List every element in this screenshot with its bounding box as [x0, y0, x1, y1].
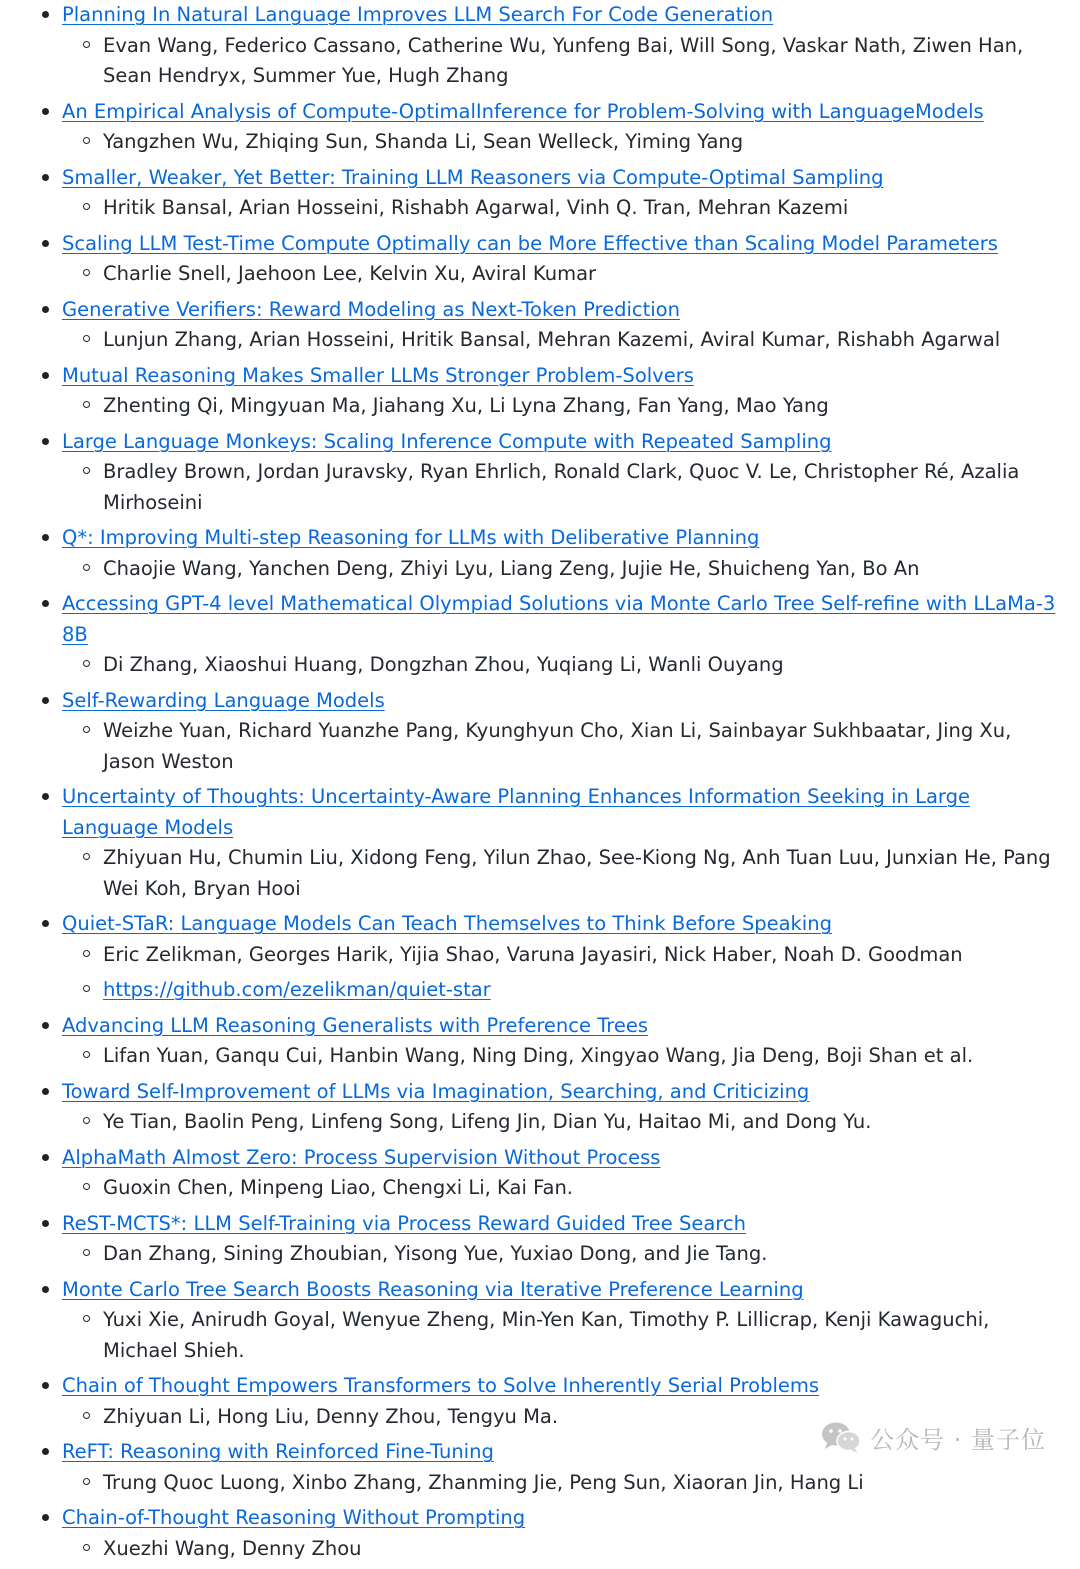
bullet-icon: [42, 372, 49, 379]
paper-authors: [62, 554, 1064, 585]
paper-item: [0, 427, 1080, 524]
bullet-icon: [42, 1022, 49, 1029]
paper-details: [62, 1173, 1064, 1204]
paper-details: [62, 1534, 1064, 1565]
paper-title-link[interactable]: Monte Carlo Tree Search Boosts Reasoning via Iterative Preference Learning: [62, 1277, 804, 1301]
circle-bullet-icon: [83, 1412, 90, 1419]
paper-details: [62, 716, 1064, 777]
authors-text: Eric Zelikman, Georges Harik, Yijia Shao, Varuna Jayasiri, Nick Haber, Noah D. Goodman: [103, 942, 963, 966]
paper-details: [62, 1107, 1064, 1138]
bullet-icon: [42, 438, 49, 445]
authors-text: Hritik Bansal, Arian Hosseini, Rishabh Agarwal, Vinh Q. Tran, Mehran Kazemi: [103, 196, 849, 219]
paper-authors: [62, 457, 1064, 518]
authors-text: Lunjun Zhang, Arian Hosseini, Hritik Bansal, Mehran Kazemi, Aviral Kumar, Rishabh Agarwal: [103, 328, 1001, 351]
authors-text: Xuezhi Wang, Denny Zhou: [103, 1536, 362, 1560]
paper-item: [0, 97, 1080, 163]
paper-authors: [62, 650, 1064, 681]
authors-text: Charlie Snell, Jaehoon Lee, Kelvin Xu, Aviral Kumar: [103, 262, 597, 285]
paper-item: [0, 1077, 1080, 1143]
paper-item: [0, 523, 1080, 589]
paper-title-link[interactable]: Accessing GPT-4 level Mathematical Olympiad Solutions via Monte Carlo Tree Self-refine with LLaMa-3 8B: [62, 592, 1056, 646]
authors-text: Yuxi Xie, Anirudh Goyal, Wenyue Zheng, Min-Yen Kan, Timothy P. Lillicrap, Kenji Kawaguchi, Michael Shieh.: [103, 1308, 990, 1362]
circle-bullet-icon: [83, 985, 90, 992]
bullet-icon: [42, 1088, 49, 1095]
authors-text: Yangzhen Wu, Zhiqing Sun, Shanda Li, Sean Welleck, Yiming Yang: [103, 130, 744, 153]
paper-details: [62, 843, 1064, 904]
paper-details: [62, 193, 1064, 224]
paper-authors: [62, 193, 1064, 224]
authors-text: Zhiyuan Hu, Chumin Liu, Xidong Feng, Yilun Zhao, See-Kiong Ng, Anh Tuan Luu, Junxian He, Pang Wei Koh, Bryan Hooi: [103, 846, 1051, 900]
circle-bullet-icon: [83, 1315, 90, 1322]
paper-authors: [62, 325, 1064, 356]
paper-item: [0, 686, 1080, 783]
bullet-icon: [42, 793, 49, 800]
paper-item: [0, 782, 1080, 909]
bullet-icon: [42, 1286, 49, 1293]
circle-bullet-icon: [83, 269, 90, 276]
paper-item: [0, 589, 1080, 686]
bullet-icon: [42, 306, 49, 313]
authors-text: Chaojie Wang, Yanchen Deng, Zhiyi Lyu, Liang Zeng, Jujie He, Shuicheng Yan, Bo An: [103, 556, 920, 580]
paper-authors: [62, 1041, 1064, 1072]
paper-authors: [62, 391, 1064, 422]
bullet-icon: [42, 920, 49, 927]
paper-authors: [62, 843, 1064, 904]
circle-bullet-icon: [83, 1183, 90, 1190]
paper-title-link[interactable]: Uncertainty of Thoughts: Uncertainty-Aware Planning Enhances Information Seeking in Large Language Models: [62, 785, 970, 839]
circle-bullet-icon: [83, 1478, 90, 1485]
paper-authors: [62, 1305, 1064, 1366]
circle-bullet-icon: [83, 660, 90, 667]
paper-details: [62, 940, 1064, 1006]
authors-text: Ye Tian, Baolin Peng, Linfeng Song, Lifeng Jin, Dian Yu, Haitao Mi, and Dong Yu.: [103, 1110, 872, 1133]
bullet-icon: [42, 697, 49, 704]
paper-item: [0, 229, 1080, 295]
authors-text: Evan Wang, Federico Cassano, Catherine Wu, Yunfeng Bai, Will Song, Vaskar Nath, Ziwen Han, Sean Hendryx, Summer Yue, Hugh Zhang: [103, 33, 1024, 87]
paper-details: [62, 127, 1064, 158]
authors-text: Lifan Yuan, Ganqu Cui, Hanbin Wang, Ning Ding, Xingyao Wang, Jia Deng, Boji Shan et al.: [103, 1044, 974, 1067]
paper-item: [0, 1143, 1080, 1209]
repo-link[interactable]: https://github.com/ezelikman/quiet-star: [103, 978, 491, 1001]
authors-text: Guoxin Chen, Minpeng Liao, Chengxi Li, Kai Fan.: [103, 1176, 573, 1199]
circle-bullet-icon: [83, 1051, 90, 1058]
authors-text: Weizhe Yuan, Richard Yuanzhe Pang, Kyunghyun Cho, Xian Li, Sainbayar Sukhbaatar, Jing Xu, Jason Weston: [103, 719, 1012, 773]
bullet-icon: [42, 240, 49, 247]
circle-bullet-icon: [83, 401, 90, 408]
bullet-icon: [42, 1448, 49, 1455]
paper-details: [62, 554, 1064, 585]
paper-title-link[interactable]: Mutual Reasoning Makes Smaller LLMs Stronger Problem-Solvers: [62, 363, 694, 387]
circle-bullet-icon: [83, 41, 90, 48]
paper-authors: [62, 1468, 1064, 1499]
paper-title-link[interactable]: Q*: Improving Multi-step Reasoning for LLMs with Deliberative Planning: [62, 526, 760, 549]
bullet-icon: [42, 1154, 49, 1161]
paper-authors: [62, 1173, 1064, 1204]
paper-item: [0, 295, 1080, 361]
paper-details: [62, 1041, 1064, 1072]
paper-details: [62, 650, 1064, 681]
paper-title-link[interactable]: Planning In Natural Language Improves LLM Search For Code Generation: [62, 3, 774, 26]
paper-authors: [62, 259, 1064, 290]
paper-details: [62, 1305, 1064, 1366]
circle-bullet-icon: [83, 950, 90, 957]
paper-item: [0, 361, 1080, 427]
bullet-icon: [42, 534, 49, 541]
authors-text: Di Zhang, Xiaoshui Huang, Dongzhan Zhou, Yuqiang Li, Wanli Ouyang: [103, 653, 784, 676]
paper-authors: [62, 127, 1064, 158]
wechat-icon: [820, 1420, 862, 1454]
circle-bullet-icon: [83, 203, 90, 210]
circle-bullet-icon: [83, 1249, 90, 1256]
authors-text: Zhiyuan Li, Hong Liu, Denny Zhou, Tengyu Ma.: [103, 1404, 559, 1428]
paper-title-link[interactable]: An Empirical Analysis of Compute-OptimalInference for Problem-Solving with LanguageModels: [62, 99, 984, 123]
paper-item: [0, 1011, 1080, 1077]
paper-title-link[interactable]: Self-Rewarding Language Models: [62, 688, 385, 712]
paper-title-link[interactable]: ReST-MCTS*: LLM Self-Training via Process Reward Guided Tree Search: [62, 1211, 746, 1235]
bullet-icon: [42, 174, 49, 181]
authors-text: Trung Quoc Luong, Xinbo Zhang, Zhanming Jie, Peng Sun, Xiaoran Jin, Hang Li: [103, 1470, 864, 1494]
paper-title-link[interactable]: ReFT: Reasoning with Reinforced Fine-Tuning: [62, 1440, 494, 1463]
bullet-icon: [42, 600, 49, 607]
bullet-icon: [42, 1220, 49, 1227]
circle-bullet-icon: [83, 1544, 90, 1551]
circle-bullet-icon: [83, 853, 90, 860]
paper-item: [0, 1503, 1080, 1569]
paper-title-link[interactable]: AlphaMath Almost Zero: Process Supervision Without Process: [62, 1145, 661, 1169]
bullet-icon: [42, 1514, 49, 1521]
paper-item: [0, 1209, 1080, 1275]
paper-item: [0, 163, 1080, 229]
circle-bullet-icon: [83, 726, 90, 733]
authors-text: Dan Zhang, Sining Zhoubian, Yisong Yue, Yuxiao Dong, and Jie Tang.: [103, 1242, 768, 1265]
paper-details: [62, 259, 1064, 290]
paper-details: [62, 31, 1064, 92]
paper-title-link[interactable]: Scaling LLM Test-Time Compute Optimally can be More Effective than Scaling Model Parameters: [62, 231, 998, 255]
paper-title-link[interactable]: Large Language Monkeys: Scaling Inference Compute with Repeated Sampling: [62, 429, 832, 453]
paper-repo: [62, 975, 1064, 1006]
circle-bullet-icon: [83, 564, 90, 571]
paper-details: [62, 325, 1064, 356]
paper-details: [62, 1239, 1064, 1270]
paper-title-link[interactable]: Smaller, Weaker, Yet Better: Training LLM Reasoners via Compute-Optimal Sampling: [62, 165, 884, 189]
paper-title-link[interactable]: Toward Self-Improvement of LLMs via Imagination, Searching, and Criticizing: [62, 1079, 810, 1103]
bullet-icon: [42, 11, 49, 18]
circle-bullet-icon: [83, 335, 90, 342]
bullet-icon: [42, 1382, 49, 1389]
watermark-text: 公众号 · 量子位: [870, 1425, 1046, 1454]
bullet-icon: [42, 108, 49, 115]
paper-details: [62, 391, 1064, 422]
paper-title-link[interactable]: Chain of Thought Empowers Transformers to Solve Inherently Serial Problems: [62, 1374, 820, 1397]
paper-title-link[interactable]: Quiet-STaR: Language Models Can Teach Themselves to Think Before Speaking: [62, 912, 832, 935]
circle-bullet-icon: [83, 137, 90, 144]
watermark: [820, 1418, 1046, 1456]
paper-authors: [62, 940, 1064, 971]
paper-item: [0, 0, 1080, 97]
paper-authors: [62, 1239, 1064, 1270]
circle-bullet-icon: [83, 1117, 90, 1124]
authors-text: Bradley Brown, Jordan Juravsky, Ryan Ehrlich, Ronald Clark, Quoc V. Le, Christopher Ré, Azalia Mirhoseini: [103, 460, 1020, 514]
paper-authors: [62, 1107, 1064, 1138]
paper-details: [62, 1468, 1064, 1499]
paper-title-link[interactable]: Advancing LLM Reasoning Generalists with Preference Trees: [62, 1013, 648, 1037]
paper-item: [0, 1275, 1080, 1372]
paper-title-link[interactable]: Chain-of-Thought Reasoning Without Prompting: [62, 1506, 526, 1529]
paper-details: [62, 457, 1064, 518]
paper-authors: [62, 716, 1064, 777]
paper-authors: [62, 1534, 1064, 1565]
authors-text: Zhenting Qi, Mingyuan Ma, Jiahang Xu, Li Lyna Zhang, Fan Yang, Mao Yang: [103, 394, 829, 417]
paper-title-link[interactable]: Generative Verifiers: Reward Modeling as Next-Token Prediction: [62, 297, 680, 321]
circle-bullet-icon: [83, 467, 90, 474]
paper-authors: [62, 31, 1064, 92]
paper-item: [0, 909, 1080, 1011]
